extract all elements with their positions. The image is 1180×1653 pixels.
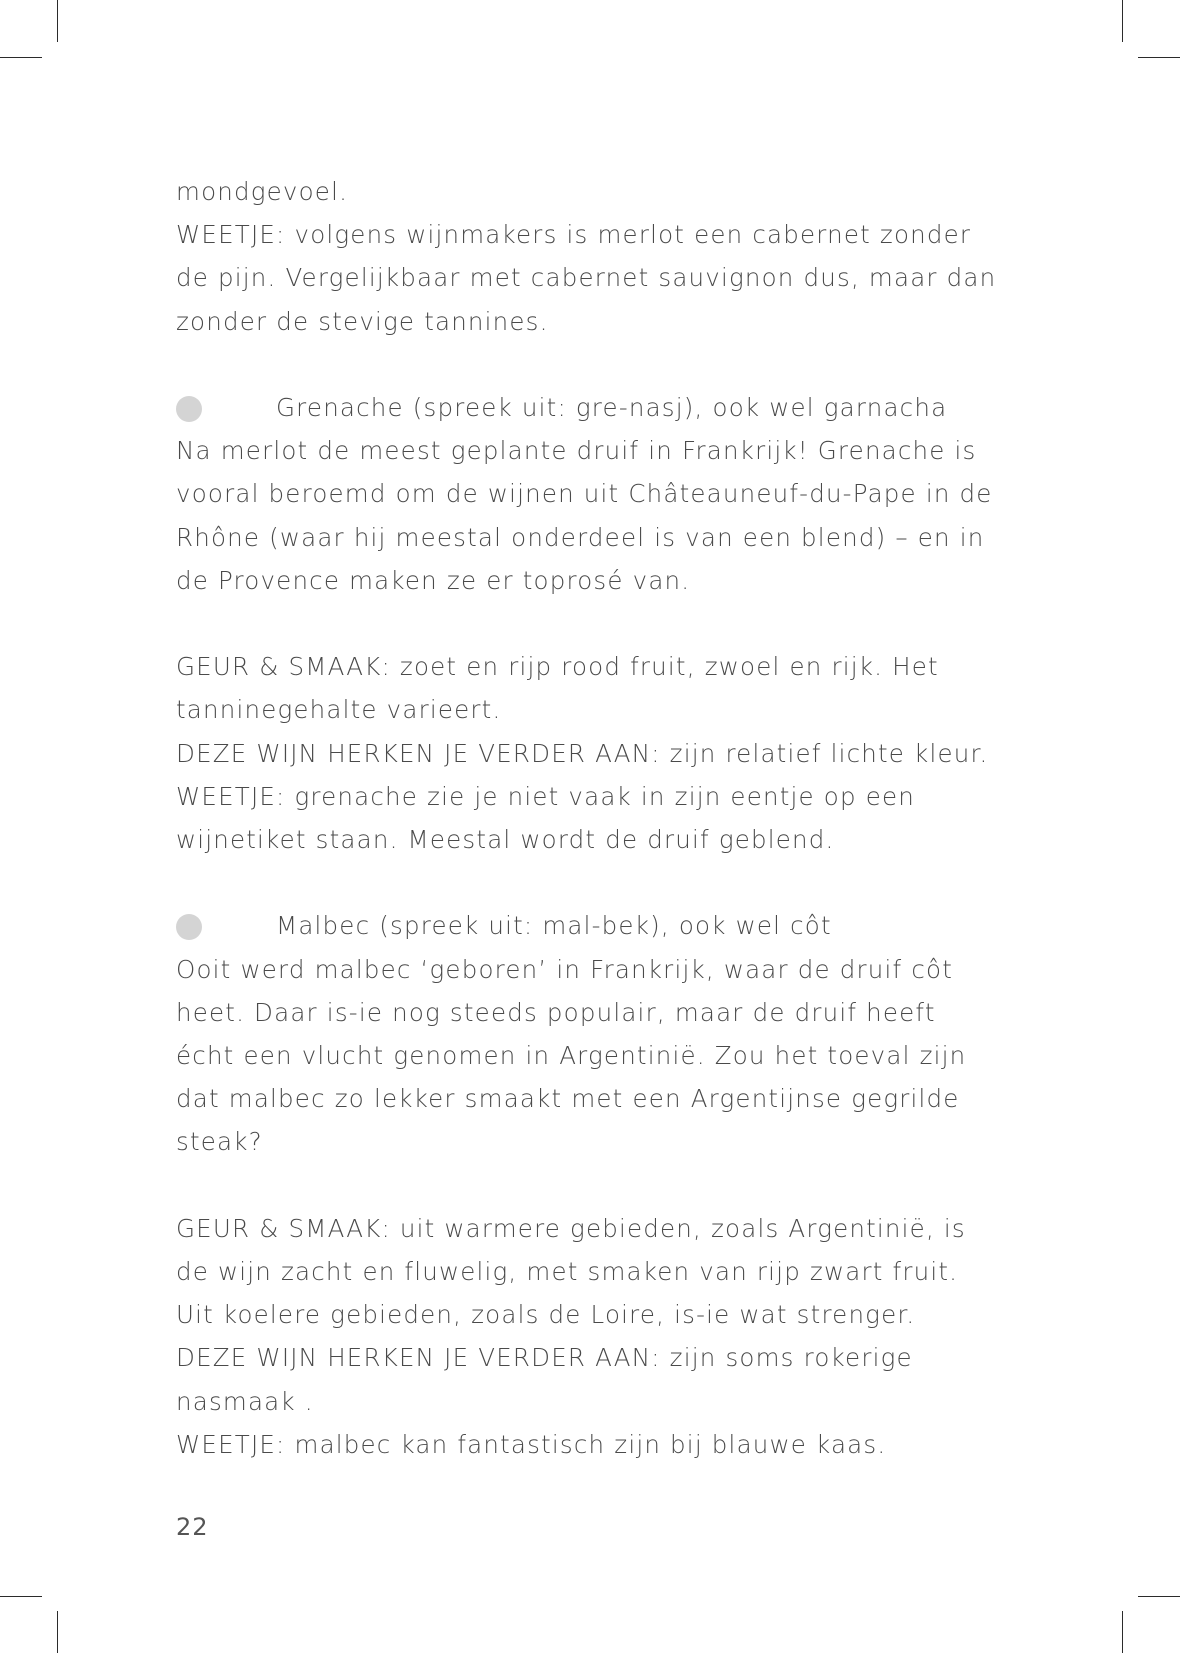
- crop-mark-top-right-horizontal: [1138, 57, 1180, 58]
- crop-mark-bottom-left-horizontal: [0, 1596, 42, 1597]
- crop-mark-bottom-right-horizontal: [1138, 1596, 1180, 1597]
- paragraph-malbec-geur-smaak: GEUR & SMAAK: uit warmere gebieden, zoals Argentinië, is de wijn zacht en fluwelig, met smaken van rijp zwart fruit. Uit koelere gebieden, zoals de Loire, is-ie wat strenger.: [176, 1213, 966, 1330]
- page-body: [176, 170, 1002, 1466]
- paragraph-merlot-mouthfeel-end: mondgevoel.: [176, 177, 349, 206]
- crop-mark-bottom-right-vertical: [1122, 1611, 1123, 1653]
- paragraph-gap: [176, 602, 1002, 645]
- paragraph-malbec-herken: DEZE WIJN HERKEN JE VERDER AAN: zijn soms rokerige nasmaak .: [176, 1343, 913, 1416]
- crop-mark-bottom-left-vertical: [57, 1611, 58, 1653]
- crop-mark-top-left-horizontal: [0, 57, 42, 58]
- grape-heading-text: Grenache (spreek uit: gre-nasj), ook wel garnacha: [276, 393, 948, 422]
- grape-heading-malbec: [176, 904, 1002, 947]
- bullet-icon: [176, 396, 202, 422]
- bullet-icon: [176, 914, 202, 940]
- grape-heading-grenache: [176, 386, 1002, 429]
- paragraph-gap: [176, 1164, 1002, 1207]
- paragraph-grenache-herken: DEZE WIJN HERKEN JE VERDER AAN: zijn relatief lichte kleur.: [176, 738, 989, 768]
- paragraph-gap: [176, 343, 1002, 386]
- crop-mark-top-left-vertical: [57, 0, 58, 42]
- paragraph-malbec-weetje: WEETJE: malbec kan fantastisch zijn bij blauwe kaas.: [176, 1429, 887, 1459]
- paragraph-malbec-intro: Ooit werd malbec ‘geboren’ in Frankrijk, waar de druif côt heet. Daar is-ie nog steeds populair, maar de druif heeft écht een vlucht genomen in Argentinië. Zou het toeval zijn dat malbec zo lekker smaakt met een Argentijnse gegrilde steak?: [176, 954, 967, 1157]
- crop-mark-top-right-vertical: [1122, 0, 1123, 42]
- grape-heading-text: Malbec (spreek uit: mal-bek), ook wel côt: [276, 911, 832, 941]
- paragraph-grenache-geur-smaak: GEUR & SMAAK: zoet en rijp rood fruit, zwoel en rijk. Het tanninegehalte varieert.: [176, 652, 939, 725]
- paragraph-grenache-weetje: WEETJE: grenache zie je niet vaak in zijn eentje op een wijnetiket staan. Meestal wordt de druif geblend.: [176, 781, 915, 855]
- paragraph-grenache-intro: Na merlot de meest geplante druif in Frankrijk! Grenache is vooral beroemd om de wijnen uit Châteauneuf-du-Pape in de Rhône (waar hij meestal onderdeel is van een blend) – en in de Provence maken ze er toprosé van.: [176, 436, 993, 595]
- paragraph-merlot-weetje: WEETJE: volgens wijnmakers is merlot een cabernet zonder de pijn. Vergelijkbaar met cabernet sauvignon dus, maar dan zonder de stevige tannines.: [176, 220, 997, 336]
- page-number: 22: [176, 1513, 209, 1541]
- paragraph-gap: [176, 861, 1002, 904]
